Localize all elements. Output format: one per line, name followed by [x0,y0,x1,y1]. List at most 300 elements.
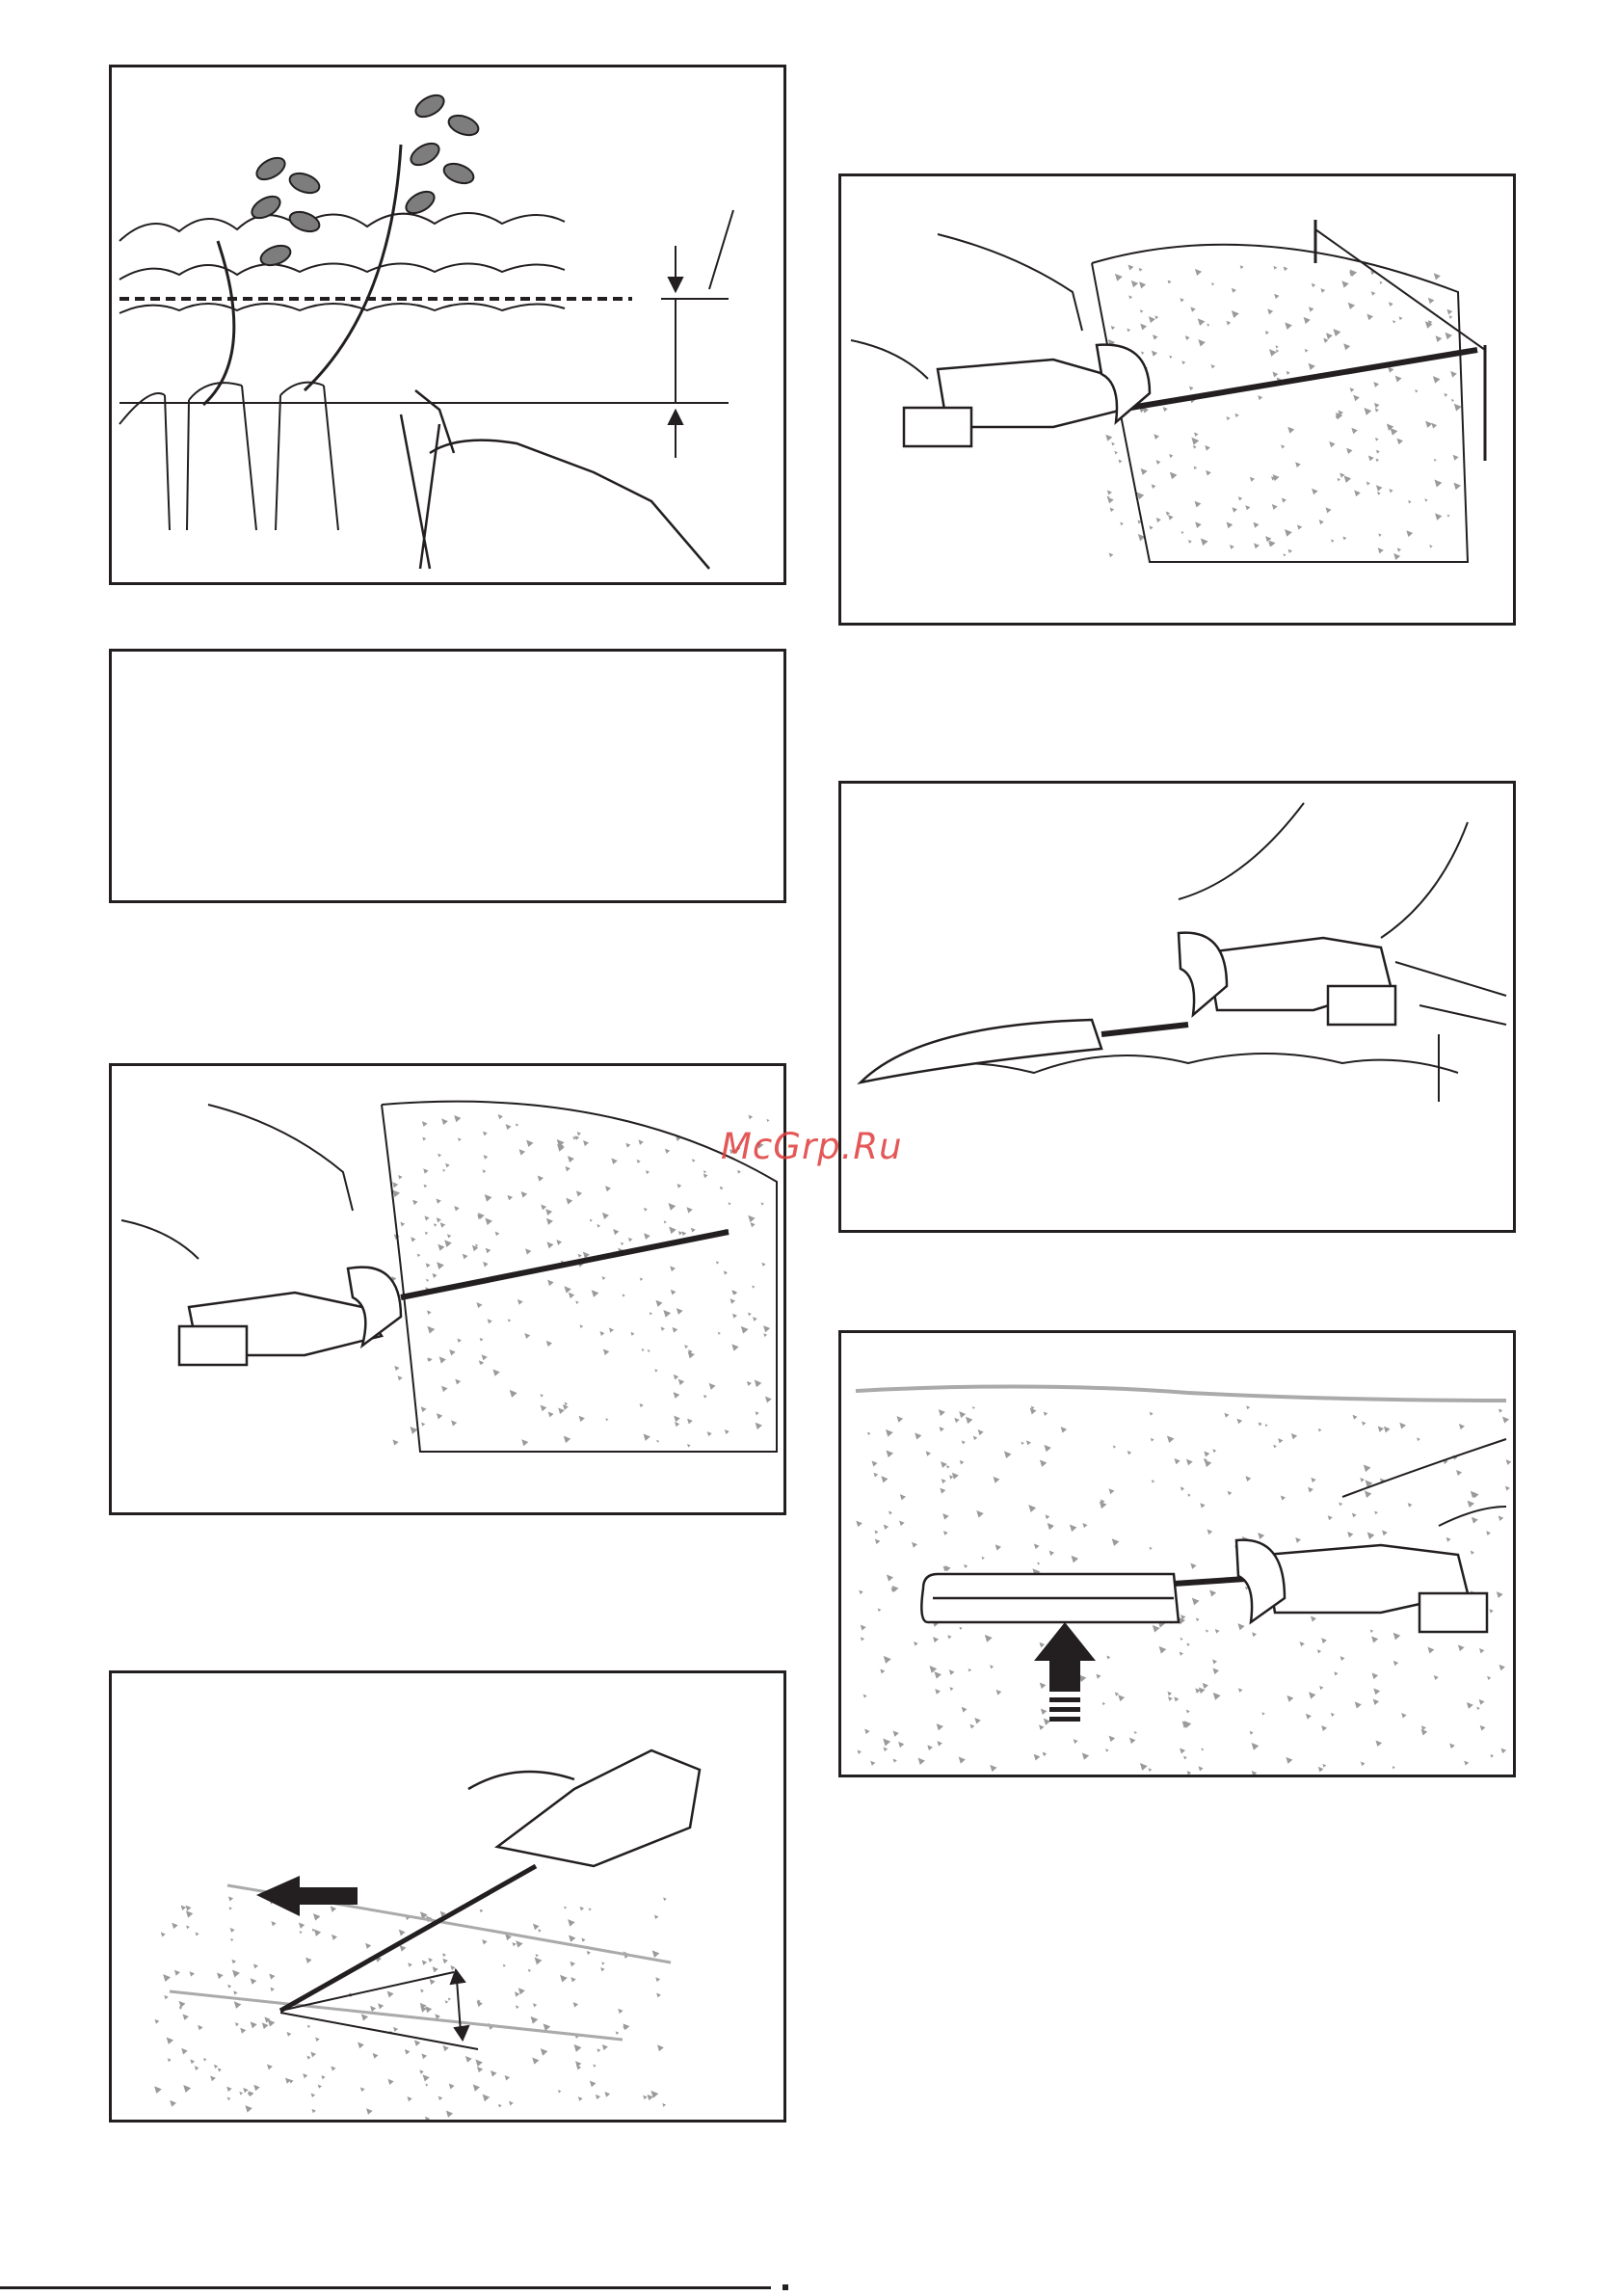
speckle [1043,1751,1048,1756]
speckle [593,2064,596,2067]
speckle [1252,1771,1258,1776]
speckle [442,1169,445,1172]
speckle [655,1300,662,1307]
speckle [994,1477,1000,1483]
speckle [457,1339,461,1343]
speckle [982,1557,985,1560]
speckle [498,1114,503,1119]
speckle [526,1140,533,1147]
speckle [1187,1494,1190,1497]
figure-hedge-side-cut [109,1063,786,1515]
speckle [1479,1648,1484,1653]
speckle [532,2057,539,2064]
speckle [218,2068,222,2071]
speckle [756,1423,762,1429]
speckle [1170,472,1178,480]
speckle [943,1531,948,1535]
speckle [644,1233,650,1240]
speckle [1297,524,1302,529]
speckle [1433,376,1441,384]
speckle [707,1431,712,1436]
speckle [458,1137,462,1141]
speckle [755,1380,762,1388]
speckle [1139,268,1143,272]
speckle [577,1132,581,1135]
speckle [942,1479,946,1483]
speckle [1339,472,1344,477]
speckle [507,1195,513,1201]
direction-arrow [256,1876,358,1916]
speckle [366,2108,373,2115]
speckle [378,2003,384,2009]
speckle [766,1119,769,1122]
speckle [503,1964,506,1967]
speckle [656,1440,659,1443]
speckle [1340,1656,1345,1661]
speckle [303,2073,307,2078]
speckle [1180,298,1184,302]
speckle [538,1929,542,1933]
speckle [883,1739,890,1747]
speckle [1429,545,1432,547]
speckle [1309,1692,1315,1698]
speckle [1389,489,1393,493]
speckle [946,1465,950,1469]
speckle [1250,1731,1254,1735]
speckle [1319,1686,1323,1690]
speckle [990,1665,994,1669]
speckle [1505,1486,1510,1491]
speckle [884,1656,891,1664]
hedge-top-illustration [841,784,1516,1233]
speckle [411,1427,418,1434]
speckle [570,1962,575,1967]
speckle [516,1940,522,1947]
leaf-sprigs [249,91,481,269]
speckle [442,1959,448,1964]
speckle [558,2090,561,2093]
speckle [1318,1428,1322,1432]
speckle [361,2014,368,2020]
speckle [1150,1547,1153,1550]
speckle [163,1974,171,1982]
speckle [1265,1424,1268,1427]
speckle [600,1967,604,1971]
speckle [874,1530,878,1534]
speckle [516,2005,519,2009]
speckle [420,1989,424,1993]
speckle [604,2092,610,2097]
speckle [718,1332,721,1335]
speckle [449,2083,455,2089]
speckle [531,2016,539,2024]
speckle [1323,338,1328,343]
speckle [1134,1731,1137,1734]
speckle [1312,283,1315,287]
speckle [1185,335,1190,340]
speckle [398,1175,402,1179]
speckle [445,1163,450,1168]
speckle [1224,1413,1229,1418]
speckle [1453,483,1461,491]
speckle [867,1432,870,1435]
speckle [475,2060,482,2067]
speckle [483,1169,487,1173]
speckle [1206,470,1211,476]
speckle [962,1707,968,1713]
speckle [1139,281,1146,288]
speckle [436,1198,440,1203]
speckle [1267,308,1273,314]
speckle [545,1209,552,1215]
speckle [1396,439,1403,445]
speckle [517,1299,523,1305]
speckle [1331,539,1334,542]
speckle [1174,1458,1180,1464]
speckle [235,2022,239,2026]
speckle [463,1254,468,1260]
speckle [978,1429,984,1435]
speckle [1118,460,1122,464]
speckle [1331,1713,1335,1717]
speckle [1489,1609,1493,1613]
speckle [565,1402,569,1406]
speckle [427,1326,435,1334]
speckle [426,1279,429,1282]
speckle [167,2037,173,2043]
speckle [232,1970,240,1978]
speckle [656,1993,661,1998]
speckle [234,2001,242,2009]
speckle [1127,1451,1131,1455]
speckle [393,2027,398,2032]
speckle [422,1121,428,1127]
speckle [1209,1590,1216,1597]
speckle [1391,428,1398,436]
speckle [609,1327,614,1332]
speckle [1499,1665,1504,1670]
speckle [1238,496,1242,500]
speckle [887,1575,893,1582]
speckle [1240,265,1244,269]
speckle [299,1922,305,1928]
speckle [1226,416,1230,420]
speckle [569,1293,574,1298]
speckle [1232,310,1239,318]
speckle [1028,1505,1036,1512]
speckle [1204,1451,1209,1456]
speckle [1187,1771,1192,1775]
speckle [1109,553,1114,558]
speckle [445,2000,449,2004]
speckle [172,1923,177,1929]
speckle [1312,489,1318,495]
speckle [1502,1417,1509,1424]
speckle [1168,1696,1173,1701]
speckle [1434,1675,1439,1680]
footer-tick [782,2284,788,2290]
speckle [1450,371,1457,378]
speckle [541,2048,548,2056]
speckle [482,1939,487,1944]
speckle [613,1229,619,1235]
speckle [1334,1671,1338,1675]
speckle [1350,387,1355,392]
speckle [1378,1426,1384,1431]
speckle [1192,1598,1200,1606]
speckle [525,1248,531,1254]
speckle [669,1203,676,1211]
speckle [621,1242,623,1245]
speckle [421,1406,427,1412]
speckle [546,1218,553,1225]
speckle [1311,1478,1315,1482]
speckle [1286,371,1290,375]
speckle [1468,1501,1474,1508]
speckle [884,1748,889,1752]
speckle [541,1405,547,1412]
speckle [1476,1707,1479,1710]
speckle [289,2079,293,2083]
speckle [1194,432,1199,437]
speckle [1435,513,1442,520]
speckle [1105,1749,1109,1752]
speckle [400,1945,407,1952]
speckle [590,1219,593,1222]
speckle [949,1669,955,1675]
speckle [438,2096,443,2101]
speckle [311,2109,315,2113]
speckle [479,1360,484,1365]
speckle [1040,1682,1047,1689]
speckle [1174,1696,1179,1701]
speckle [1140,324,1147,331]
speckle [310,2052,316,2058]
speckle [968,1669,972,1672]
speckle [688,1351,695,1358]
speckle [670,1266,676,1271]
speckle [1127,329,1130,333]
speckle [1364,408,1371,415]
speckle [1238,1688,1243,1693]
speckle [190,1971,195,1976]
speckle [480,1338,484,1342]
speckle [1168,515,1174,521]
speckle [1344,475,1352,483]
speckle [392,1189,400,1197]
speckle [1113,1446,1116,1449]
speckle [900,1494,906,1500]
speckle [1487,1676,1491,1680]
speckle [423,2074,430,2081]
speckle [154,2019,159,2024]
speckle [1106,1656,1110,1660]
speckle [174,1970,180,1976]
speckle [648,2095,653,2100]
speckle [578,1254,582,1258]
speckle [1072,1556,1079,1563]
speckle [940,1488,945,1494]
speckle [423,1168,428,1173]
speckle [536,1954,539,1957]
angle-cut-illustration [112,1673,786,2122]
speckle [912,1542,917,1548]
speckle [652,1950,660,1958]
speckle [214,2065,218,2069]
speckle [878,1608,882,1612]
speckle [154,2086,162,2094]
speckle [669,1227,676,1235]
speckle [893,1731,899,1737]
speckle [438,1154,441,1158]
speckle [392,1182,398,1188]
speckle [332,1935,337,1940]
speckle [533,2003,537,2007]
speckle [1111,442,1115,446]
speckle [940,1427,944,1431]
speckle [1275,345,1278,348]
speckle [426,1263,431,1268]
speckle [1384,1427,1391,1433]
speckle [959,1756,966,1763]
figure-hedge-top-cut [838,781,1516,1233]
speckle [935,1689,941,1695]
speckle [605,1418,608,1421]
speckle [1320,288,1325,293]
speckle [952,1473,959,1480]
speckle [444,1240,452,1247]
speckle [1353,1415,1358,1420]
speckle [239,2092,243,2096]
speckle [674,1392,680,1399]
speckle [1237,1419,1243,1425]
speckle [419,2069,423,2073]
speckle [1082,1523,1087,1528]
speckle [1167,1435,1175,1443]
speckle [170,2100,176,2107]
speckle [1408,1503,1413,1508]
speckle [1152,1480,1154,1482]
speckle [575,1300,579,1304]
speckle [1140,309,1144,313]
speckle [547,1241,554,1248]
speckle [1282,498,1286,503]
speckle [1140,1763,1148,1771]
speckle [1278,1438,1283,1443]
speckle [1291,1433,1297,1439]
speckle [505,2075,511,2081]
speckle [1424,498,1427,501]
speckle [674,1416,680,1423]
speckle [1273,266,1277,270]
speckle [1195,501,1202,508]
speckle [1399,316,1403,320]
speckle [1107,491,1112,495]
speckle [1393,320,1395,323]
speckle [181,2048,188,2055]
speckle [657,2044,664,2051]
speckle [1046,1514,1050,1519]
speckle [1227,521,1233,528]
speckle [599,1331,604,1336]
speckle [1431,423,1437,429]
speckle [751,1222,756,1227]
speckle [581,1938,585,1942]
speckle [597,1224,600,1228]
speckle [446,2111,453,2118]
speckle [449,1349,455,1355]
speckle [937,1723,943,1730]
speckle [949,1475,953,1479]
speckle [1306,1714,1312,1720]
upward-arrow [1034,1622,1096,1722]
speckle [880,1669,885,1673]
speckle [899,1521,905,1527]
speckle [1472,1517,1478,1524]
speckle [1246,1476,1252,1482]
hedge-trimmer [1236,1540,1487,1632]
speckle [1186,1710,1190,1714]
speckle [638,1139,643,1144]
speckle [1366,482,1370,486]
speckle [1233,507,1238,513]
speckle [455,1379,461,1385]
speckle [1152,484,1156,489]
speckle [1211,364,1216,369]
speckle [535,1958,543,1965]
speckle [596,2095,600,2099]
speckle [483,1132,488,1136]
speckle [230,1928,235,1933]
watermark: McGrp.Ru [721,1126,903,1167]
speckle [1196,1617,1200,1621]
speckle [1207,324,1209,327]
speckle [1284,267,1288,272]
speckle [437,1262,444,1269]
speckle [1118,1695,1125,1701]
speckle [747,1381,752,1386]
speckle [519,1149,525,1155]
speckle [1201,538,1208,546]
speckle [1265,331,1269,334]
collector-illustration [841,1333,1516,1777]
speckle [1501,1749,1507,1754]
speckle [1004,1451,1012,1458]
speckle [1449,315,1453,319]
speckle [1228,1491,1233,1496]
speckle [1198,339,1206,347]
speckle [1406,530,1413,537]
speckle [1351,428,1357,434]
speckle [990,1765,996,1772]
speckle [548,1411,554,1417]
speckle [684,1345,688,1348]
speckle [927,1745,933,1750]
speckle [564,1907,567,1909]
speckle [541,1394,544,1397]
speckle [579,1416,585,1422]
speckle [485,1194,492,1202]
speckle [611,1158,618,1164]
speckle [663,1897,667,1901]
speckle [447,1234,451,1238]
speckle [1168,280,1172,283]
speckle [1281,444,1285,448]
speckle [1399,1423,1406,1429]
speckle [387,1991,394,1998]
speckle [1393,553,1400,560]
speckle [1395,376,1402,383]
